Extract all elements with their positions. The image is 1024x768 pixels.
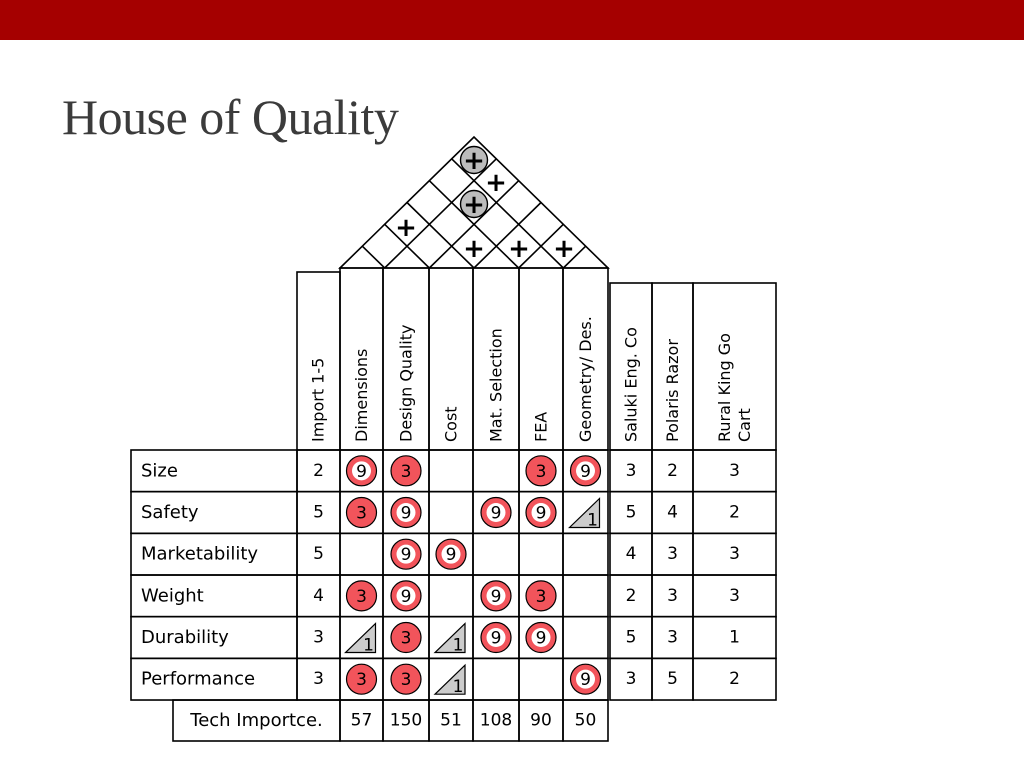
requirement-label: Performance	[141, 668, 256, 690]
competitor-score: 3	[625, 460, 637, 481]
importance-value: 2	[313, 460, 324, 481]
relationship-cell	[473, 450, 519, 492]
competitor-score: 2	[667, 460, 678, 481]
competitor-score: 2	[625, 585, 637, 606]
competitor-score: 5	[625, 627, 637, 648]
column-headers	[297, 268, 776, 450]
competitor-score: 3	[729, 585, 740, 606]
competitor-header-3: Rural King Go	[715, 333, 734, 442]
relationship-score: 9	[400, 586, 412, 607]
relationship-score: 1	[452, 677, 464, 698]
relationship-score: 9	[400, 503, 412, 524]
relationship-score: 3	[535, 586, 547, 607]
relationship-score: 9	[356, 461, 367, 482]
relationship-cell	[563, 533, 608, 575]
relationship-score: 1	[452, 635, 464, 656]
competitor-score: 5	[625, 502, 637, 523]
competitor-score: 4	[625, 544, 637, 565]
correlation-plus: +	[463, 146, 485, 176]
competitor-score: 3	[667, 627, 678, 648]
relationship-score: 1	[363, 635, 374, 656]
importance-value: 3	[313, 669, 324, 690]
relationship-score: 3	[400, 461, 412, 482]
engineering-header-1: Dimensions	[352, 348, 371, 442]
relationship-score: 3	[535, 461, 547, 482]
importance-value: 5	[313, 502, 324, 523]
engineering-header-3: Cost	[441, 406, 461, 442]
competitor-score: 3	[625, 669, 637, 690]
relationship-score: 9	[535, 503, 547, 524]
slide-title: House of Quality	[62, 89, 399, 145]
relationship-cell	[563, 617, 608, 659]
relationship-cell	[519, 658, 563, 700]
importance-header: Import 1-5	[308, 357, 328, 442]
engineering-header-6: Geometry/ Des.	[576, 316, 595, 442]
tech-importance-label: Tech Importce.	[190, 710, 323, 732]
correlation-plus: +	[395, 213, 417, 243]
engineering-header-5: FEA	[531, 411, 551, 442]
tech-importance-row	[173, 700, 608, 741]
requirement-label: Weight	[141, 585, 204, 607]
relationship-score: 9	[580, 670, 591, 691]
correlation-plus: +	[508, 234, 530, 264]
importance-value: 3	[313, 627, 324, 648]
competitor-score: 4	[667, 502, 678, 523]
relationship-cell	[519, 533, 563, 575]
competitor-score: 3	[729, 460, 740, 481]
relationship-cell	[429, 575, 473, 617]
relationship-cell	[429, 492, 473, 534]
requirement-label: Durability	[141, 627, 229, 649]
relationship-score: 3	[400, 628, 412, 649]
tech-importance-value: 108	[479, 710, 513, 731]
relationship-score: 9	[490, 503, 502, 524]
relationship-cell	[473, 533, 519, 575]
relationship-matrix	[131, 450, 776, 700]
tech-importance-value: 50	[574, 710, 597, 731]
relationship-score: 9	[580, 461, 591, 482]
correlation-plus: +	[463, 190, 485, 220]
relationship-cell	[473, 658, 519, 700]
importance-value: 4	[313, 585, 324, 606]
relationship-score: 9	[490, 586, 502, 607]
requirement-label: Marketability	[141, 543, 259, 565]
competitor-header-1: Saluki Eng. Co	[621, 327, 641, 442]
correlation-plus: +	[485, 168, 507, 198]
relationship-cell	[563, 575, 608, 617]
tech-importance-value: 51	[440, 710, 462, 731]
competitor-score: 1	[729, 627, 740, 648]
correlation-roof	[340, 137, 608, 268]
relationship-score: 3	[356, 503, 367, 524]
relationship-score: 3	[356, 670, 367, 691]
relationship-score: 9	[490, 628, 502, 649]
competitor-score: 5	[667, 669, 678, 690]
relationship-score: 3	[356, 586, 367, 607]
relationship-cell	[429, 450, 473, 492]
relationship-score: 9	[400, 545, 412, 566]
relationship-score: 9	[535, 628, 547, 649]
correlation-plus: +	[553, 234, 575, 264]
competitor-score: 2	[729, 669, 740, 690]
engineering-header-4: Mat. Selection	[486, 328, 506, 442]
tech-importance-value: 57	[350, 710, 373, 731]
relationship-score: 1	[587, 510, 598, 531]
tech-importance-value: 150	[389, 710, 423, 731]
competitor-score: 3	[667, 544, 678, 565]
relationship-score: 9	[445, 545, 457, 566]
competitor-score: 2	[729, 502, 740, 523]
requirement-label: Size	[141, 460, 178, 482]
engineering-header-2: Design Quality	[396, 324, 416, 442]
competitor-header-3: Cart	[735, 408, 754, 442]
importance-value: 5	[313, 544, 324, 565]
requirement-label: Safety	[141, 502, 199, 524]
correlation-plus: +	[463, 234, 485, 264]
competitor-header-2: Polaris Razor	[663, 339, 682, 442]
competitor-score: 3	[729, 544, 740, 565]
tech-importance-value: 90	[530, 710, 552, 731]
relationship-score: 3	[400, 670, 412, 691]
competitor-score: 3	[667, 585, 678, 606]
relationship-cell	[340, 533, 383, 575]
